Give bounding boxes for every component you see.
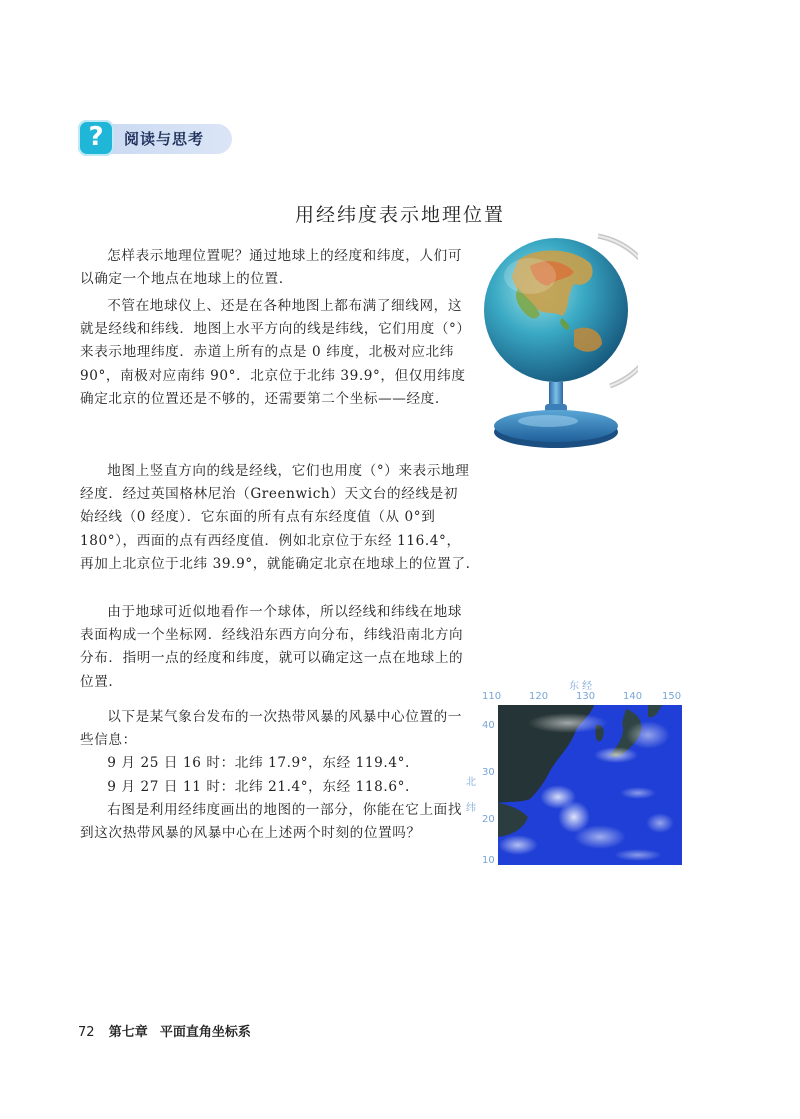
chapter-number: 第七章 [108,1025,148,1040]
paragraph-text: 地图上竖直方向的线是经线，它们也用度（°）来表示地理经度．经过英国格林尼治（Greenwich）天文台的经线是初始经线（0 经度）．它东面的所有点有东经度值（从 0°到 180°），西面的点有西经度值．例如北京位于东经 116.4°，再加上北京位于北纬 39.9°，就能确定北京在地球上的位置了. [80,463,471,572]
section-tag-label: 阅读与思考 [124,130,205,148]
storm-position-2: 9 月 27 日 11 时：北纬 21.4°，东经 118.6°. [107,778,410,795]
paragraph-text: 不管在地球仪上、还是在各种地图上都布满了细线网，这就是经线和纬线．地图上水平方向的线是纬线，它们用度（°）来表示地理纬度．赤道上所有的点是 0 纬度，北极对应北纬 90°，南极对应南纬 90°．北京位于北纬 39.9°，但仅用纬度确定北京的位置还是不够的，还需要第二个坐标——经度. [80,298,471,407]
y-axis-name-bottom: 纬 [466,803,476,814]
paragraph-coordinate-grid [80,601,472,694]
page-number: 72 [78,1025,95,1040]
y-tick: 20 [482,814,495,825]
y-tick: 40 [482,720,495,731]
paragraph-longitude [80,460,472,576]
paragraph-text: 由于地球可近似地看作一个球体，所以经线和纬线在地球表面构成一个坐标网．经线沿东西方向分布，纬线沿南北方向分布．指明一点的经度和纬度，就可以确定这一点在地球上的位置. [80,604,464,690]
satellite-map-figure [462,675,682,875]
paragraph-intro [80,245,472,291]
x-tick: 110 [482,691,502,702]
x-tick: 130 [576,691,596,702]
x-tick: 150 [662,691,682,702]
satellite-image [498,705,682,865]
x-tick: 120 [529,691,549,702]
y-tick: 30 [482,767,495,778]
paragraph-text: 怎样表示地理位置呢？通过地球上的经度和纬度，人们可以确定一个地点在地球上的位置. [80,248,463,288]
section-tag [78,118,234,158]
storm-question: 右图是利用经纬度画出的地图的一部分，你能在它上面找到这次热带风暴的风暴中心在上述两个时刻的位置吗？ [80,801,463,842]
storm-position-1: 9 月 25 日 16 时：北纬 17.9°，东经 119.4°. [107,755,410,772]
question-icon: ? [78,120,114,156]
chapter-title: 平面直角坐标系 [159,1025,251,1040]
x-axis-name: 东 经 [569,681,593,692]
y-tick: 10 [482,855,495,866]
paragraph-latitude [80,295,472,411]
storm-intro: 以下是某气象台发布的一次热带风暴的风暴中心位置的一些信息： [80,709,463,749]
page-footer [78,1021,251,1040]
x-tick: 140 [623,691,643,702]
page-title: 用经纬度表示地理位置 [294,204,505,226]
y-axis-name-top: 北 [466,777,476,788]
paragraph-storm [80,706,472,845]
globe-illustration [478,218,638,458]
